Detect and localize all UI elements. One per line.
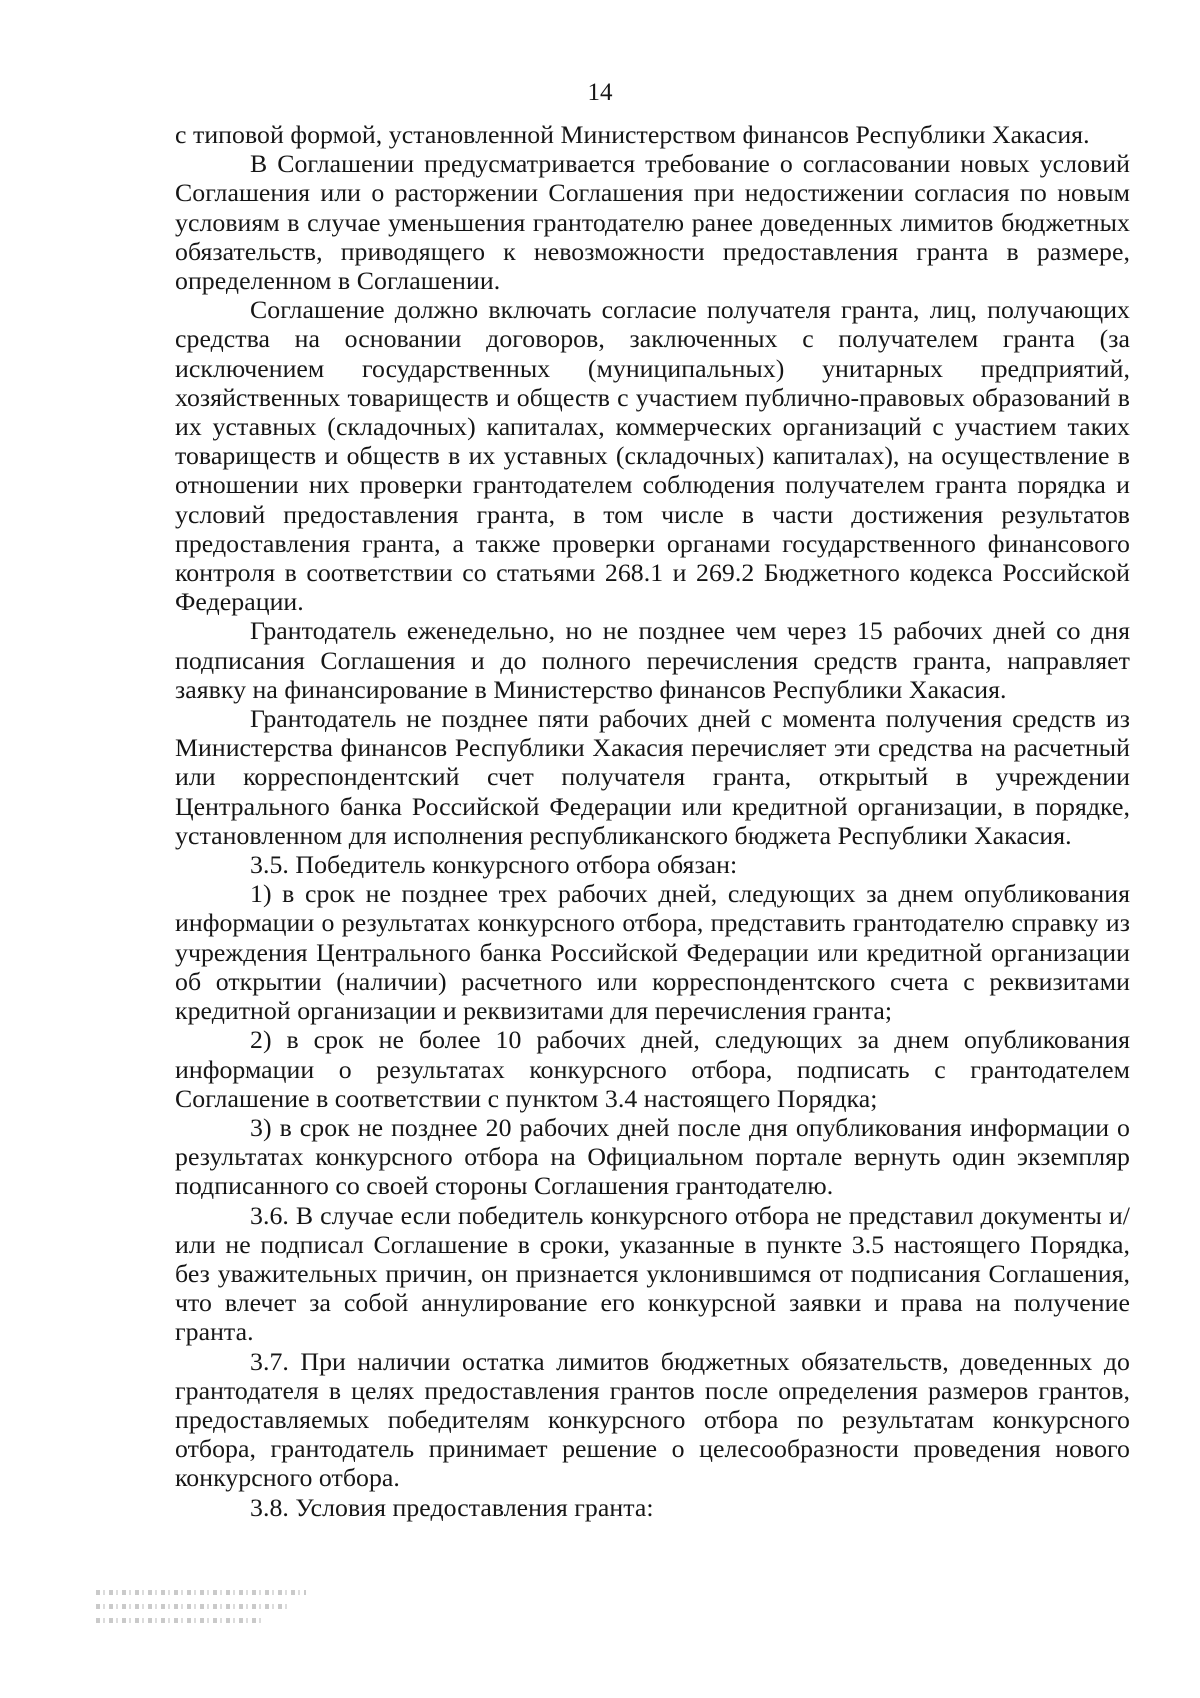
section-3-5-item-3: 3) в срок не позднее 20 рабочих дней после дня опубликования информации о результатах конкурсного отбора на Официальном портале вернуть один экземпляр подписанного со своей стороны Соглашения грантодателю. <box>175 1112 1130 1201</box>
section-3-5-heading: 3.5. Победитель конкурсного отбора обязан: <box>250 850 738 880</box>
section-3-8-heading: 3.8. Условия предоставления гранта: <box>250 1492 654 1522</box>
section-3-5-item-1: 1) в срок не позднее трех рабочих дней, следующих за днем опубликования информации о результатах конкурсного отбора, представить грантодателю справку из учреждения Центрального банка Российской Федерации или кредитной организации об открытии (наличии) расчетного или корреспондентского счета с реквизитами кредитной организации и реквизитами для перечисления гранта; <box>175 879 1130 1026</box>
section-3-5-item-2: 2) в срок не более 10 рабочих дней, следующих за днем опубликования информации о результатах конкурсного отбора, подписать с грантодателем Соглашение в соответствии с пунктом 3.4 настоящего Порядка; <box>175 1025 1130 1113</box>
page-number: 14 <box>587 79 613 106</box>
document-body <box>175 120 1130 1522</box>
paragraph-funds-transfer: Грантодатель не позднее пяти рабочих дней с момента получения средств из Министерства финансов Республики Хакасия перечисляет эти средства на расчетный или корреспондентский счет получателя гранта, открытый в учреждении Центрального банка Российской Федерации или кредитной организации, в порядке, установленном для исполнения республиканского бюджета Республики Хакасия. <box>175 704 1130 850</box>
section-3-6: 3.6. В случае если победитель конкурсного отбора не представил документы и/или не подписал Соглашение в сроки, указанные в пункте 3.5 настоящего Порядка, без уважительных причин, он признается уклонившимся от подписания Соглашения, что влечет за собой аннулирование его конкурсной заявки и права на получение гранта. <box>175 1200 1130 1347</box>
paragraph-weekly-request: Грантодатель еженедельно, но не позднее чем через 15 рабочих дней со дня подписания Соглашения и до полного перечисления средств гранта, направляет заявку на финансирование в Министерство финансов Республики Хакасия. <box>175 616 1130 704</box>
paragraph-continuation: с типовой формой, установленной Министерством финансов Республики Хакасия. <box>175 120 1090 149</box>
faded-stamp-mark <box>96 1590 306 1650</box>
paragraph-agreement-terms: В Соглашении предусматривается требование о согласовании новых условий Соглашения или о расторжении Соглашения при недостижении согласия по новым условиям в случае уменьшения грантодателю ранее доведенных лимитов бюджетных обязательств, приводящего к невозможности предоставления гранта в размере, определенном в Соглашении. <box>175 149 1130 296</box>
paragraph-consent-inspection: Соглашение должно включать согласие получателя гранта, лиц, получающих средства на основании договоров, заключенных с получателем гранта (за исключением государственных (муниципальных) унитарных предприятий, хозяйственных товариществ и обществ с участием публично-правовых образований в их уставных (складочных) капиталах, коммерческих организаций с участием таких товариществ и обществ в их уставных (складочных) капиталах), на осуществление в отношении них проверки грантодателем соблюдения получателем гранта порядка и условий предоставления гранта, в том числе в части достижения результатов предоставления гранта, а также проверки органами государственного финансового контроля в соответствии со статьями 268.1 и 269.2 Бюджетного кодекса Российской Федерации. <box>175 295 1130 617</box>
section-3-7: 3.7. При наличии остатка лимитов бюджетных обязательств, доведенных до грантодателя в целях предоставления грантов после определения размеров грантов, предоставляемых победителям конкурсного отбора по результатам конкурсного отбора, грантодатель принимает решение о целесообразности проведения нового конкурсного отбора. <box>175 1346 1130 1493</box>
